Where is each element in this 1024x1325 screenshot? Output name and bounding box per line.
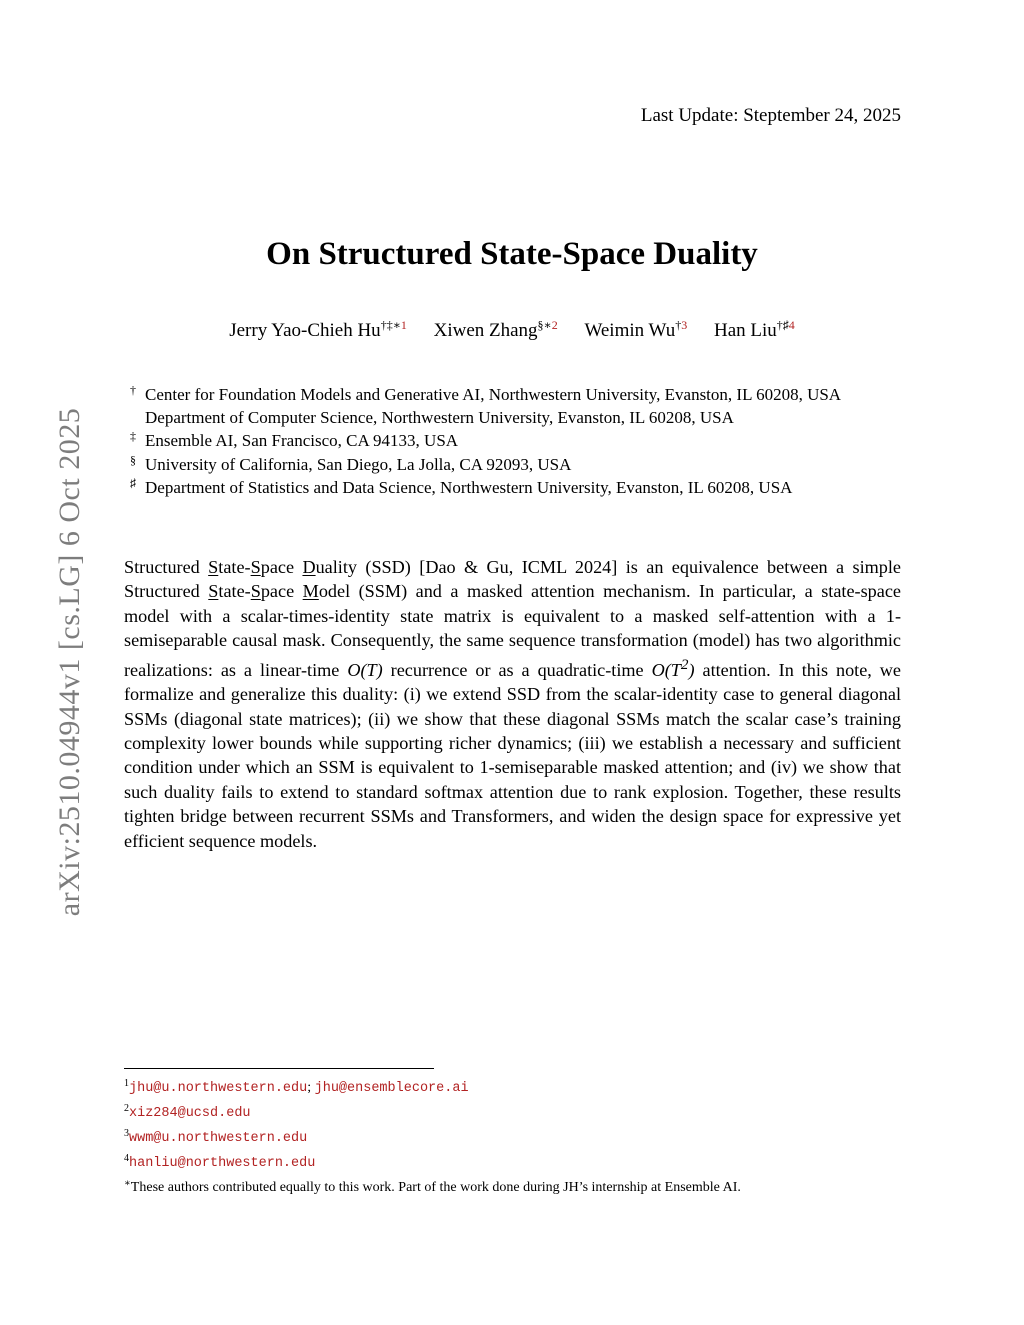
footnote-equal-contribution: ∗These authors contributed equally to this work. Part of the work done during JH’s internship at Ensemble AI. (124, 1178, 741, 1195)
math-linear-complexity: O(T) (347, 659, 383, 680)
footnote-1: $^1$jhu@u.northwestern.edu; jhu@ensemblecore.ai (124, 1078, 469, 1096)
affiliation-row (130, 429, 841, 452)
footnote-2: $^2$xiz284@ucsd.edu (124, 1103, 251, 1121)
paper-title: On Structured State-Space Duality (266, 236, 758, 272)
footnote-divider (124, 1068, 434, 1069)
affiliation-text: Ensemble AI, San Francisco, CA 94133, USA (145, 431, 459, 451)
footnote-3: $^3$wwm@u.northwestern.edu (124, 1128, 308, 1146)
arxiv-identifier-stamp: arXiv:2510.04944v1 [cs.LG] 6 Oct 2025 (53, 407, 86, 917)
affiliation-list (130, 383, 841, 499)
email-link[interactable]: xiz284@ucsd.edu (129, 1106, 251, 1121)
author-wu (584, 318, 687, 342)
author-hu (229, 318, 407, 342)
affiliation-text: Department of Computer Science, Northwestern University, Evanston, IL 60208, USA (145, 408, 734, 428)
affiliation-row (130, 406, 841, 429)
email-link[interactable]: jhu@ensemblecore.ai (314, 1081, 469, 1096)
last-update-date: Last Update: Steptember 24, 2025 (640, 105, 901, 126)
footnote-list (124, 1074, 741, 1198)
author-name: Han Liu (713, 320, 777, 341)
author-name: Weimin Wu (584, 320, 676, 341)
email-link[interactable]: hanliu@northwestern.edu (129, 1156, 316, 1171)
footnote-4: $^4$hanliu@northwestern.edu (124, 1153, 316, 1171)
affiliation-text: Center for Foundation Models and Generative AI, Northwestern University, Evanston, IL 60208, USA (145, 385, 842, 404)
author-affiliation-marks: †♯4 (776, 318, 795, 332)
abstract: Structured State-Space Duality (SSD) [Dao & Gu, ICML 2024] is an equivalence between a simple Structured State-Space Model (SSM) and a masked attention mechanism. In particular, a state-space model with a scalar-times-identity state matrix is equivalent to a masked self-attention with a 1-semiseparable causal mask. Consequently, the same sequence transformation (model) has two algorithmic realizations: as a linear-time O(T) recurrence or as a quadratic-time $O(T^2)$ attention. In this note, we formalize and generalize this duality: (i) we extend SSD from the scalar-identity case to general diagonal SSMs (diagonal state matrices); (ii) we show that these diagonal SSMs match the scalar case’s training complexity lower bounds while supporting richer dynamics; (iii) we establish a necessary and sufficient condition under which an SSM is equivalent to 1-semiseparable masked attention; and (iv) we show that such duality fails to extend to standard softmax attention due to rank explosion. Together, these results tighten bridge between recurrent SSMs and Transformers, and widen the design space for expressive yet efficient sequence models. (124, 557, 901, 851)
affiliation-text: Department of Statistics and Data Science, Northwestern University, Evanston, IL 60208, USA (145, 477, 793, 497)
math-quadratic-complexity: $O(T^2)$ (651, 655, 695, 680)
author-affiliation-marks: §∗2 (537, 318, 558, 332)
affiliation-row (130, 453, 841, 476)
author-affiliation-marks: †3 (675, 318, 688, 332)
email-link[interactable]: jhu@u.northwestern.edu (129, 1081, 308, 1096)
affiliation-text: University of California, San Diego, La Jolla, CA 92093, USA (145, 454, 572, 474)
affiliation-row (130, 383, 841, 406)
author-list (0, 318, 1024, 342)
affiliation-mark: § (130, 452, 136, 467)
author-liu (714, 318, 795, 342)
author-name: Jerry Yao-Chieh Hu (229, 320, 381, 341)
author-zhang (434, 318, 558, 342)
author-affiliation-marks: †‡∗1 (380, 318, 407, 332)
affiliation-row (130, 476, 841, 499)
affiliation-mark: ♯ (130, 475, 136, 490)
author-name: Xiwen Zhang (433, 320, 538, 341)
email-link[interactable]: wwm@u.northwestern.edu (129, 1131, 308, 1146)
affiliation-mark: † (130, 383, 136, 397)
affiliation-mark: ‡ (130, 429, 136, 444)
